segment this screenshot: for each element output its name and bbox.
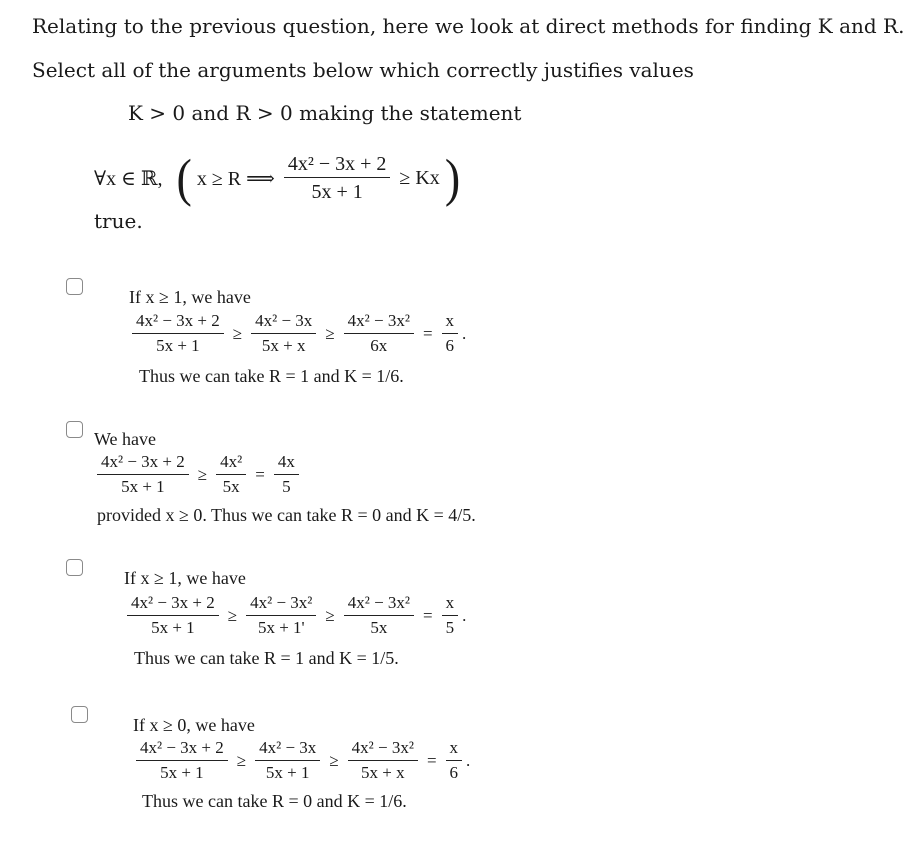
option-3-rel2: ≥ xyxy=(325,605,335,625)
option-4-checkbox[interactable] xyxy=(71,706,88,723)
option-4-end: . xyxy=(466,750,471,770)
question-line-2: Select all of the arguments below which correctly justifies values xyxy=(32,58,694,82)
option-4-f1-num: 4x² − 3x + 2 xyxy=(136,739,228,761)
question-line-3: K > 0 and R > 0 making the statement xyxy=(128,101,522,125)
option-4-f4-num: x xyxy=(446,739,463,761)
option-1-f2-den: 5x + x xyxy=(261,335,306,355)
right-paren: ) xyxy=(444,148,461,207)
statement-formula xyxy=(94,138,460,218)
option-4-f4-den: 6 xyxy=(449,762,459,782)
statement-conclusion: ≥ Kx xyxy=(399,166,440,189)
option-2-f2-den: 5x xyxy=(222,476,240,496)
option-2-conclusion: provided x ≥ 0. Thus we can take R = 0 and K = 4/5. xyxy=(97,505,476,525)
statement-numerator: 4x² − 3x + 2 xyxy=(284,153,391,178)
option-4-f2-den: 5x + 1 xyxy=(265,762,310,782)
option-2-f3-num: 4x xyxy=(274,453,299,475)
option-3-f3-num: 4x² − 3x² xyxy=(344,594,414,616)
option-4-f1-den: 5x + 1 xyxy=(160,762,204,782)
left-paren: ( xyxy=(176,148,192,207)
option-2-f1-num: 4x² − 3x + 2 xyxy=(97,453,189,475)
option-4-rel2: ≥ xyxy=(329,750,339,770)
option-4-f3-num: 4x² − 3x² xyxy=(348,739,418,761)
question-line-1: Relating to the previous question, here we look at direct methods for finding K and R. xyxy=(32,14,905,38)
option-2-checkbox[interactable] xyxy=(66,421,83,438)
option-2-intro: We have xyxy=(94,429,157,449)
option-3-f4-den: 5 xyxy=(445,617,455,637)
option-1-derivation xyxy=(128,312,466,355)
option-4-intro: If x ≥ 0, we have xyxy=(133,715,255,735)
option-1-checkbox[interactable] xyxy=(66,278,83,295)
option-1-rel2: ≥ xyxy=(325,323,335,343)
option-1-intro: If x ≥ 1, we have xyxy=(129,287,251,307)
option-2-f2-num: 4x² xyxy=(216,453,246,475)
option-3-derivation xyxy=(123,594,466,637)
option-3-checkbox[interactable] xyxy=(66,559,83,576)
statement-premise: x ≥ R ⟹ xyxy=(196,167,275,190)
option-3-rel3: = xyxy=(423,605,433,625)
option-4-f2-num: 4x² − 3x xyxy=(255,739,320,761)
option-4-f3-den: 5x + x xyxy=(361,762,405,782)
option-3-conclusion: Thus we can take R = 1 and K = 1/5. xyxy=(134,648,399,668)
option-1-f2-num: 4x² − 3x xyxy=(251,312,316,334)
statement-denominator: 5x + 1 xyxy=(311,181,363,203)
option-1-conclusion: Thus we can take R = 1 and K = 1/6. xyxy=(139,366,404,386)
question-true: true. xyxy=(94,209,143,233)
option-4-conclusion: Thus we can take R = 0 and K = 1/6. xyxy=(142,791,407,811)
option-1-rel1: ≥ xyxy=(232,323,243,343)
option-4-derivation xyxy=(132,739,470,782)
option-1-f1-den: 5x + 1 xyxy=(156,335,200,355)
option-3-f2-den: 5x + 1' xyxy=(257,617,305,637)
option-1-rel3: = xyxy=(422,323,433,343)
option-1-f1-num: 4x² − 3x + 2 xyxy=(132,312,224,334)
option-3-f1-num: 4x² − 3x + 2 xyxy=(127,594,219,616)
option-2-f3-den: 5 xyxy=(282,476,291,496)
option-3-f2-num: 4x² − 3x² xyxy=(246,594,316,616)
option-4-rel1: ≥ xyxy=(236,750,247,770)
option-3-f4-num: x xyxy=(442,594,459,616)
option-1-f4-num: x xyxy=(442,312,459,334)
option-3-rel1: ≥ xyxy=(227,605,238,625)
option-2-derivation xyxy=(93,453,303,496)
option-1-f3-num: 4x² − 3x² xyxy=(344,312,414,334)
option-3-f1-den: 5x + 1 xyxy=(151,617,195,637)
option-4-rel3: = xyxy=(426,750,437,770)
statement-fraction xyxy=(284,153,391,203)
option-2-rel1: ≥ xyxy=(197,464,208,484)
option-3-intro: If x ≥ 1, we have xyxy=(124,568,246,588)
option-2-rel2: = xyxy=(255,464,265,484)
option-1-end: . xyxy=(462,323,467,343)
option-3-f3-den: 5x xyxy=(370,617,388,637)
option-3-end: . xyxy=(462,605,467,625)
statement-quantifier: ∀x ∈ ℝ, xyxy=(94,167,163,190)
option-1-f3-den: 6x xyxy=(370,335,388,355)
option-1-f4-den: 6 xyxy=(445,335,455,355)
option-2-f1-den: 5x + 1 xyxy=(121,476,165,496)
